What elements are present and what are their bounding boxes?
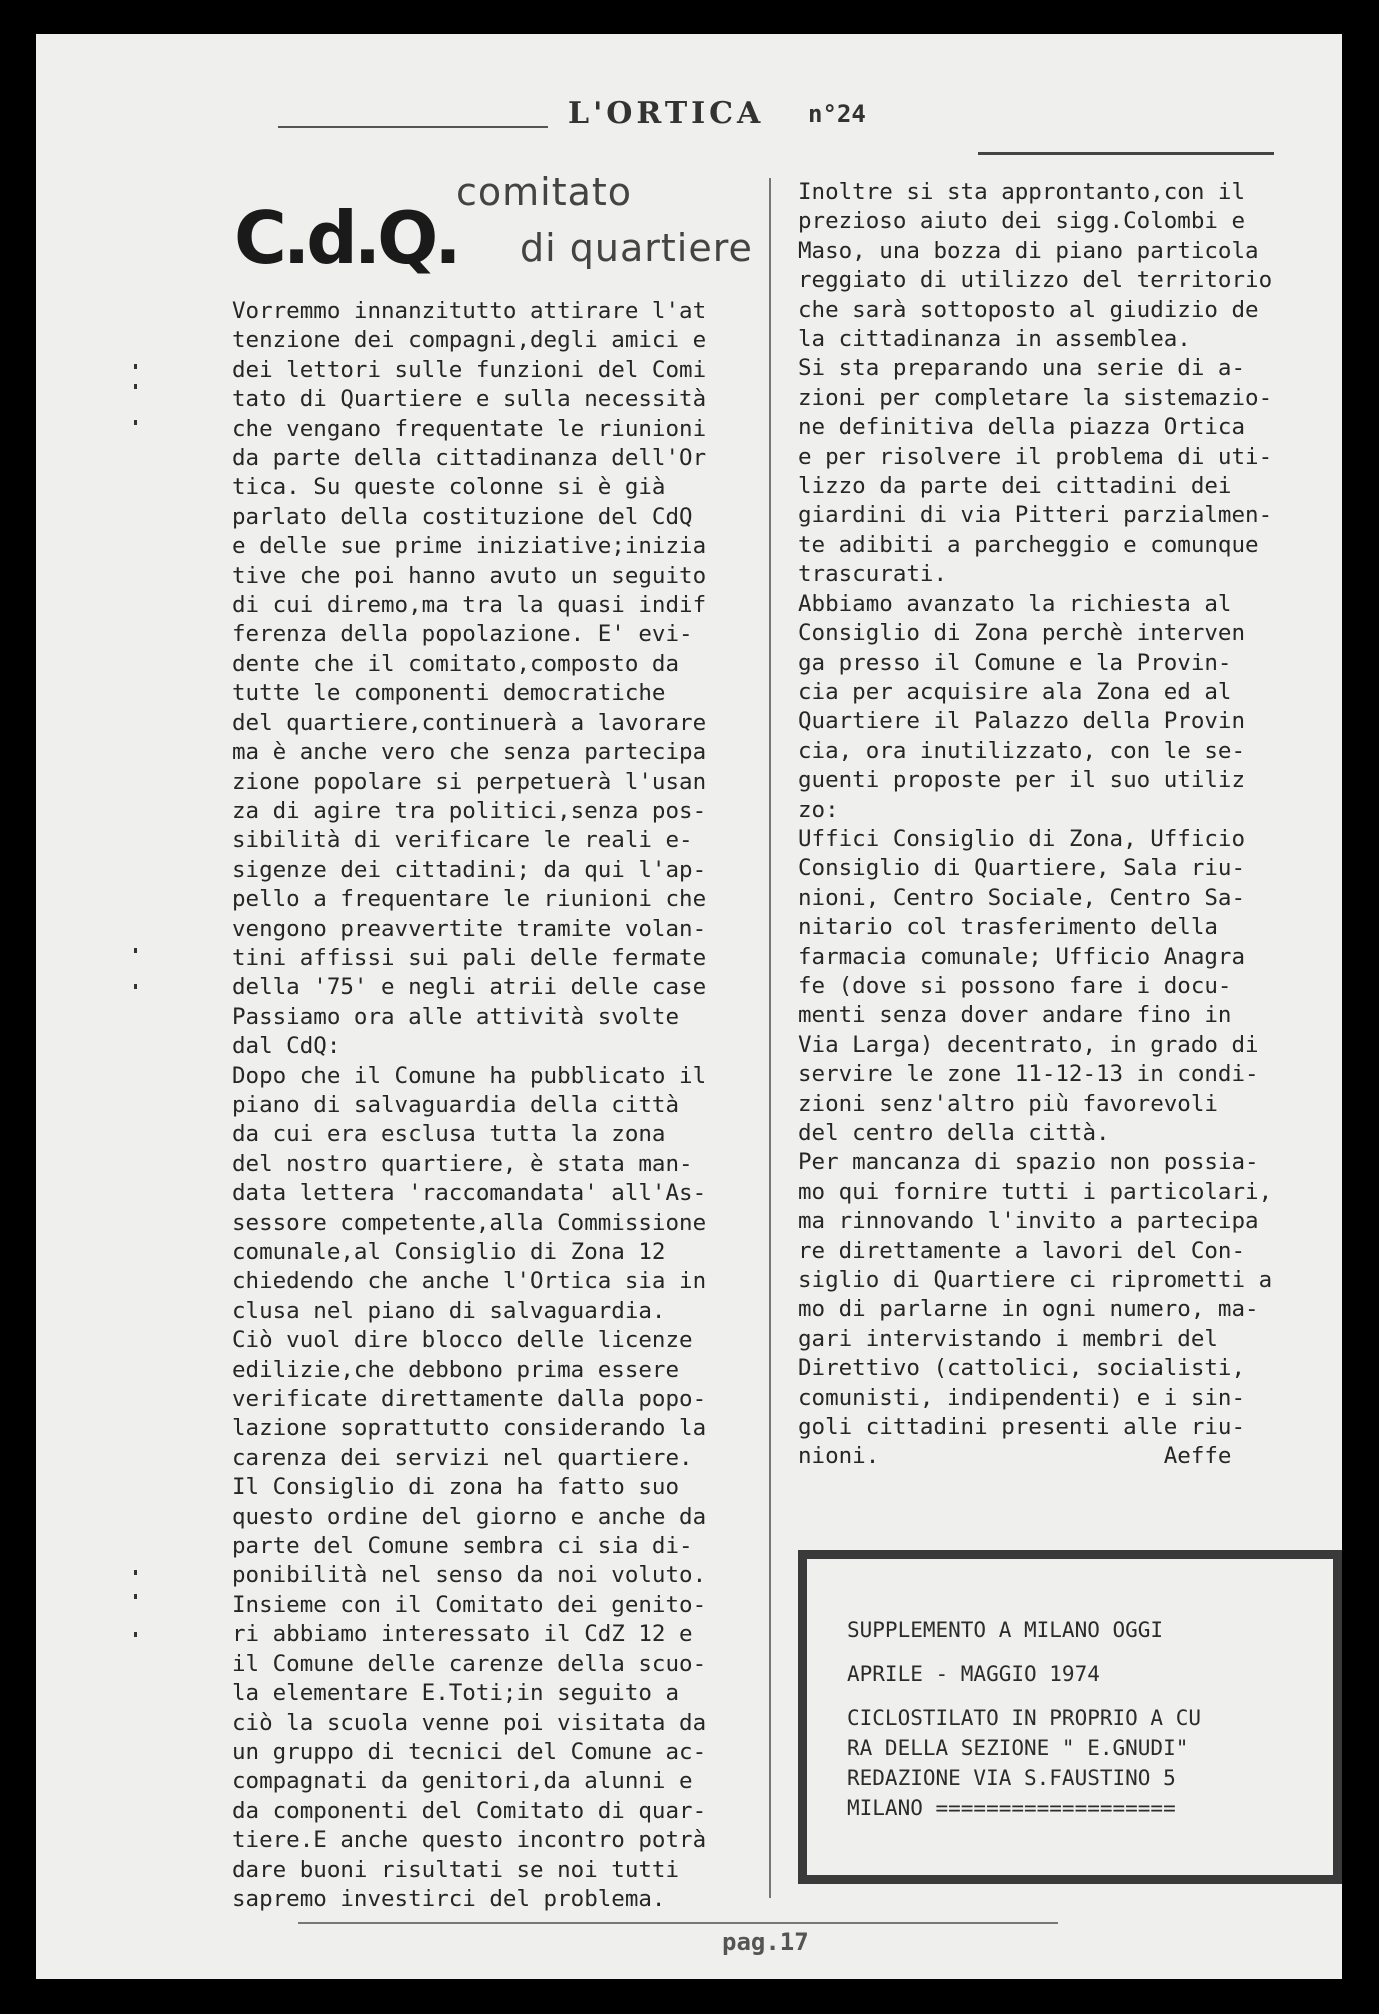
supplement-text — [847, 1615, 1201, 1823]
masthead-rule-left — [278, 126, 548, 128]
handwritten-di-quartiere: di quartiere — [520, 226, 753, 270]
margin-punch-mark — [134, 984, 137, 989]
supplement-line-6: MILANO =================== — [847, 1796, 1176, 1820]
margin-punch-mark — [134, 364, 137, 369]
article-left-column: Vorremmo innanzitutto attirare l'at tenzione dei compagni,degli amici e dei lettori sulle funzioni del Comi tato di Quartiere e sulla necessità che vengano frequentate le riunioni da parte della cittadinanza dell'Or tica. Su queste colonne si è già parlato della costituzione del CdQ e delle sue prime iniziative;inizia tive che poi hanno avuto un seguito di cui diremo,ma tra la quasi indif ferenza della popolazione. E' evi- dente che il comitato,composto da tutte le componenti democratiche del quartiere,continuerà a lavorare ma è anche vero che senza partecipa zione popolare si perpetuerà l'usan za di agire tra politici,senza pos- sibilità di verificare le reali e- sigenze dei cittadini; da qui l'ap- pello a frequentare le riunioni che vengono preavvertite tramite volan- tini affissi sui pali delle fermate della '75' e negli atrii delle case Passiamo ora alle attività svolte dal CdQ: Dopo che il Comune ha pubblicato il piano di salvaguardia della città da cui era esclusa tutta la zona del nostro quartiere, è stata man- data lettera 'raccomandata' all'As- sessore competente,alla Commissione comunale,al Consiglio di Zona 12 chiedendo che anche l'Ortica sia in clusa nel piano di salvaguardia. Ciò vuol dire blocco delle licenze edilizie,che debbono prima essere verificate direttamente dalla popo- lazione soprattutto considerando la carenza dei servizi nel quartiere. Il Consiglio di zona ha fatto suo questo ordine del giorno e anche da parte del Comune sembra ci sia di- ponibilità nel senso da noi voluto. Insieme con il Comitato dei genito- ri abbiamo interessato il CdZ 12 e il Comune delle carenze della scuo- la elementare E.Toti;in seguito a ciò la scuola venne poi visitata da un gruppo di tecnici del Comune ac- compagnati da genitori,da alunni e da componenti del Comitato di quar- tiere.E anche questo incontro potrà dare buoni risultati se noi tutti sapremo investirci del problema. — [232, 298, 707, 1912]
margin-punch-mark — [134, 948, 137, 953]
footer-rule — [298, 1922, 1058, 1924]
article-right-column: Inoltre si sta approntanto,con il prezioso aiuto dei sigg.Colombi e Maso, una bozza di piano particola reggiato di utilizzo del territorio che sarà sottoposto al giudizio de la cittadinanza in assemblea. Si sta preparando una serie di a- zioni per completare la sistemazio- ne definitiva della piazza Ortica e per risolvere il problema di uti- lizzo da parte dei cittadini dei giardini di via Pitteri parzialmen- te adibiti a parcheggio e comunque trascurati. Abbiamo avanzato la richiesta al Consiglio di Zona perchè interven ga presso il Comune e la Provin- cia per acquisire ala Zona ed al Quartiere il Palazzo della Provin cia, ora inutilizzato, con le se- guenti proposte per il suo utiliz zo: Uffici Consiglio di Zona, Ufficio Consiglio di Quartiere, Sala riu- nioni, Centro Sociale, Centro Sa- nitario col trasferimento della farmacia comunale; Ufficio Anagra fe (dove si possono fare i docu- menti senza dover andare fino in Via Larga) decentrato, in grado di servire le zone 11-12-13 in condi- zioni senz'altro più favorevoli del centro della città. Per mancanza di spazio non possia- mo qui fornire tutti i particolari, ma rinnovando l'invito a partecipa re direttamente a lavori del Con- siglio di Quartiere ci riprometti a mo di parlarne in ogni numero, ma- gari intervistando i membri del Direttivo (cattolici, socialisti, comunisti, indipendenti) e i sin- goli cittadini presenti alle riu- nioni. Aeffe — [798, 179, 1273, 1470]
supplement-box — [798, 1550, 1342, 1884]
masthead-rule-right — [978, 152, 1274, 155]
page-number: pag.17 — [722, 1928, 809, 1956]
supplement-line-5: REDAZIONE VIA S.FAUSTINO 5 — [847, 1766, 1176, 1790]
issue-number: n°24 — [808, 100, 866, 128]
margin-punch-mark — [134, 1594, 137, 1599]
supplement-line-3: CICLOSTILATO IN PROPRIO A CU — [847, 1706, 1202, 1730]
handwritten-comitato: comitato — [456, 170, 633, 214]
margin-punch-mark — [134, 1570, 137, 1575]
margin-punch-mark — [134, 1632, 137, 1637]
supplement-line-4: RA DELLA SEZIONE " E.GNUDI" — [847, 1736, 1189, 1760]
margin-punch-mark — [134, 384, 137, 389]
masthead-title: L'ORTICA — [568, 96, 765, 131]
margin-punch-mark — [134, 420, 137, 425]
supplement-line-1: SUPPLEMENTO A MILANO OGGI — [847, 1618, 1164, 1642]
supplement-line-2: APRILE - MAGGIO 1974 — [847, 1662, 1100, 1686]
column-divider — [769, 178, 771, 1898]
page-sheet — [36, 34, 1342, 1979]
cdq-logo: C.d.Q. — [234, 196, 458, 280]
masthead — [278, 96, 1278, 146]
